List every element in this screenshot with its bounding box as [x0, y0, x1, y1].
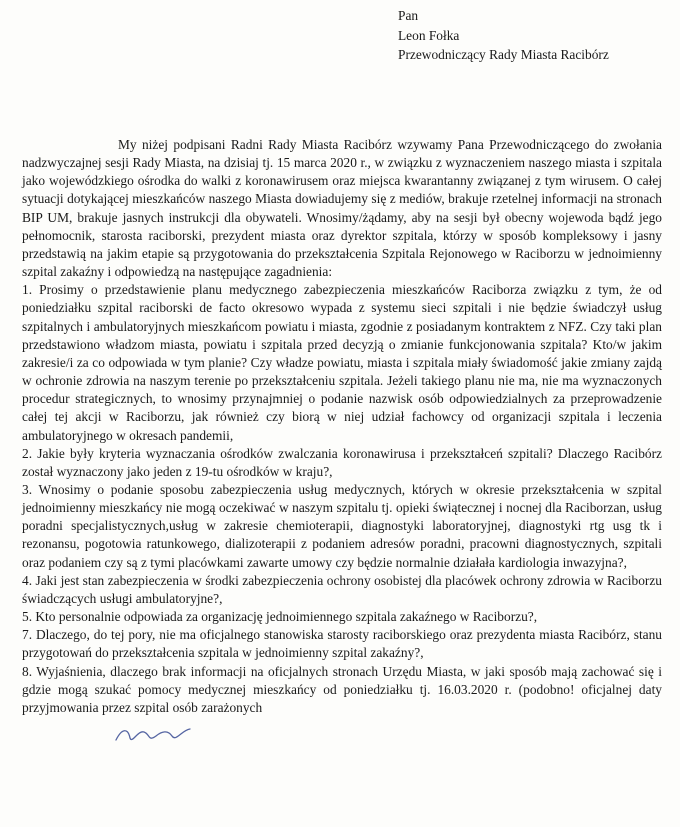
letter-item-8: 8. Wyjaśnienia, dlaczego brak informacji na oficjalnych stronach Urzędu Miasta, w jaki sposób mają zachować się i gdzie mogą szukać pomocy medycznej mieszkańcy od poniedziałku tj. 16.03.2020 r. (podobno! oficjalnej daty przyjmowania przez szpital osób zarażonych	[22, 663, 662, 715]
addressee-block	[398, 6, 609, 65]
letter-item-2: 2. Jakie były kryteria wyznaczania ośrodków zwalczania koronawirusa i przekształceń szpitali? Dlaczego Racibórz został wyznaczony jako jeden z 19-tu ośrodków w kraju?,	[22, 445, 662, 479]
letter-body	[22, 136, 662, 717]
handwritten-mark-icon	[112, 724, 196, 746]
addressee-name: Leon Fołka	[398, 27, 460, 43]
letter-item-7: 7. Dlaczego, do tej pory, nie ma oficjalnego stanowiska starosty raciborskiego oraz prezydenta miasta Racibórz, stanu przygotowań do przekształcenia szpitala w jednoimienny szpital zakaźny?,	[22, 627, 662, 661]
addressee-title: Przewodniczący Rady Miasta Racibórz	[398, 47, 609, 62]
letter-item-5: 5. Kto personalnie odpowiada za organizację jednoimiennego szpitala zakaźnego w Raciborzu?,	[22, 609, 538, 625]
letter-item-4: 4. Jaki jest stan zabezpieczenia w środki zabezpieczenia ochrony osobistej dla placówek ochrony zdrowia w Raciborzu świadczących usługi ambulatoryjne?,	[22, 572, 662, 606]
letter-item-1: 1. Prosimy o przedstawienie planu medycznego zabezpieczenia mieszkańców Raciborza związku z tym, że od poniedziałku szpital raciborski de facto okresowo wypada z systemu sieci szpitali i nie będzie świadczył usług szpitalnych i ambulatoryjnych mieszkańcom powiatu i miasta, zgodnie z posiadanym kontraktem z NFZ. Czy taki plan przedstawiono władzom miasta, powiatu i szpitala przed decyzją o zmianie funkcjonowania szpitala? Kto/w jakim zakresie/i za co odpowiada w tym planie? Czy władze powiatu, miasta i szpitala miały świadomość jakie zmiany zajdą w ochronie zdrowia na naszym terenie po przekształceniu szpitala. Jeżeli takiego planu nie ma, nie ma wyznaczonych procedur strategicznych, to wnosimy przynajmniej o podanie nazwisk osób odpowiedzialnych za przeprowadzenie całej tej akcji w Raciborzu, jak również czy biorą w niej udział fachowcy od organizacji szpitala i leczenia ambulatoryjnego w okresach pandemii,	[22, 282, 662, 443]
letter-item-3: 3. Wnosimy o podanie sposobu zabezpieczenia usług medycznych, których w okresie przekształcenia w szpital jednoimienny mieszkańcy nie mogą oczekiwać w naszym szpitalu tj. opieki świątecznej i nocnej dla Raciborzan, usług poradni specjalistycznych,usług w zakresie chemioterapii, diagnostyki laboratoryjnej, diagnostyki rtg usg tk i rezonansu, pogotowia ratunkowego, dializoterapii z podaniem adresów poradni, pracowni diagnostycznych, szpitali oraz podaniem czy są z tymi placówkami zawarte umowy czy będzie normalnie działała kardiologia inwazyjna?,	[22, 481, 662, 570]
letter-intro: My niżej podpisani Radni Rady Miasta Racibórz wzywamy Pana Przewodniczącego do zwołania nadzwyczajnej sesji Rady Miasta, na dzisiaj tj. 15 marca 2020 r., w związku z wyznaczeniem naszego miasta i szpitala jako wojewódzkiego ośrodka do walki z koronawirusem oraz miejsca kwarantanny związanej z tym wirusem. O całej sytuacji dotykającej mieszkańców naszego Miasta dowiadujemy się z mediów, brakuje rzetelnej informacji na stronach BIP UM, brakuje jasnych instrukcji dla obywateli. Wnosimy/żądamy, aby na sesji był obecny wojewoda bądź jego pełnomocnik, starosta raciborski, prezydent miasta oraz dyrektor szpitala, którzy w sposób kompleksowy i jasny przedstawią na jakim etapie są przygotowania do przekształcenia Szpitala Rejonowego w Raciborzu w jednoimienny szpital zakaźny i odpowiedzą na następujące zagadnienia:	[22, 137, 662, 280]
addressee-salutation: Pan	[398, 8, 419, 23]
